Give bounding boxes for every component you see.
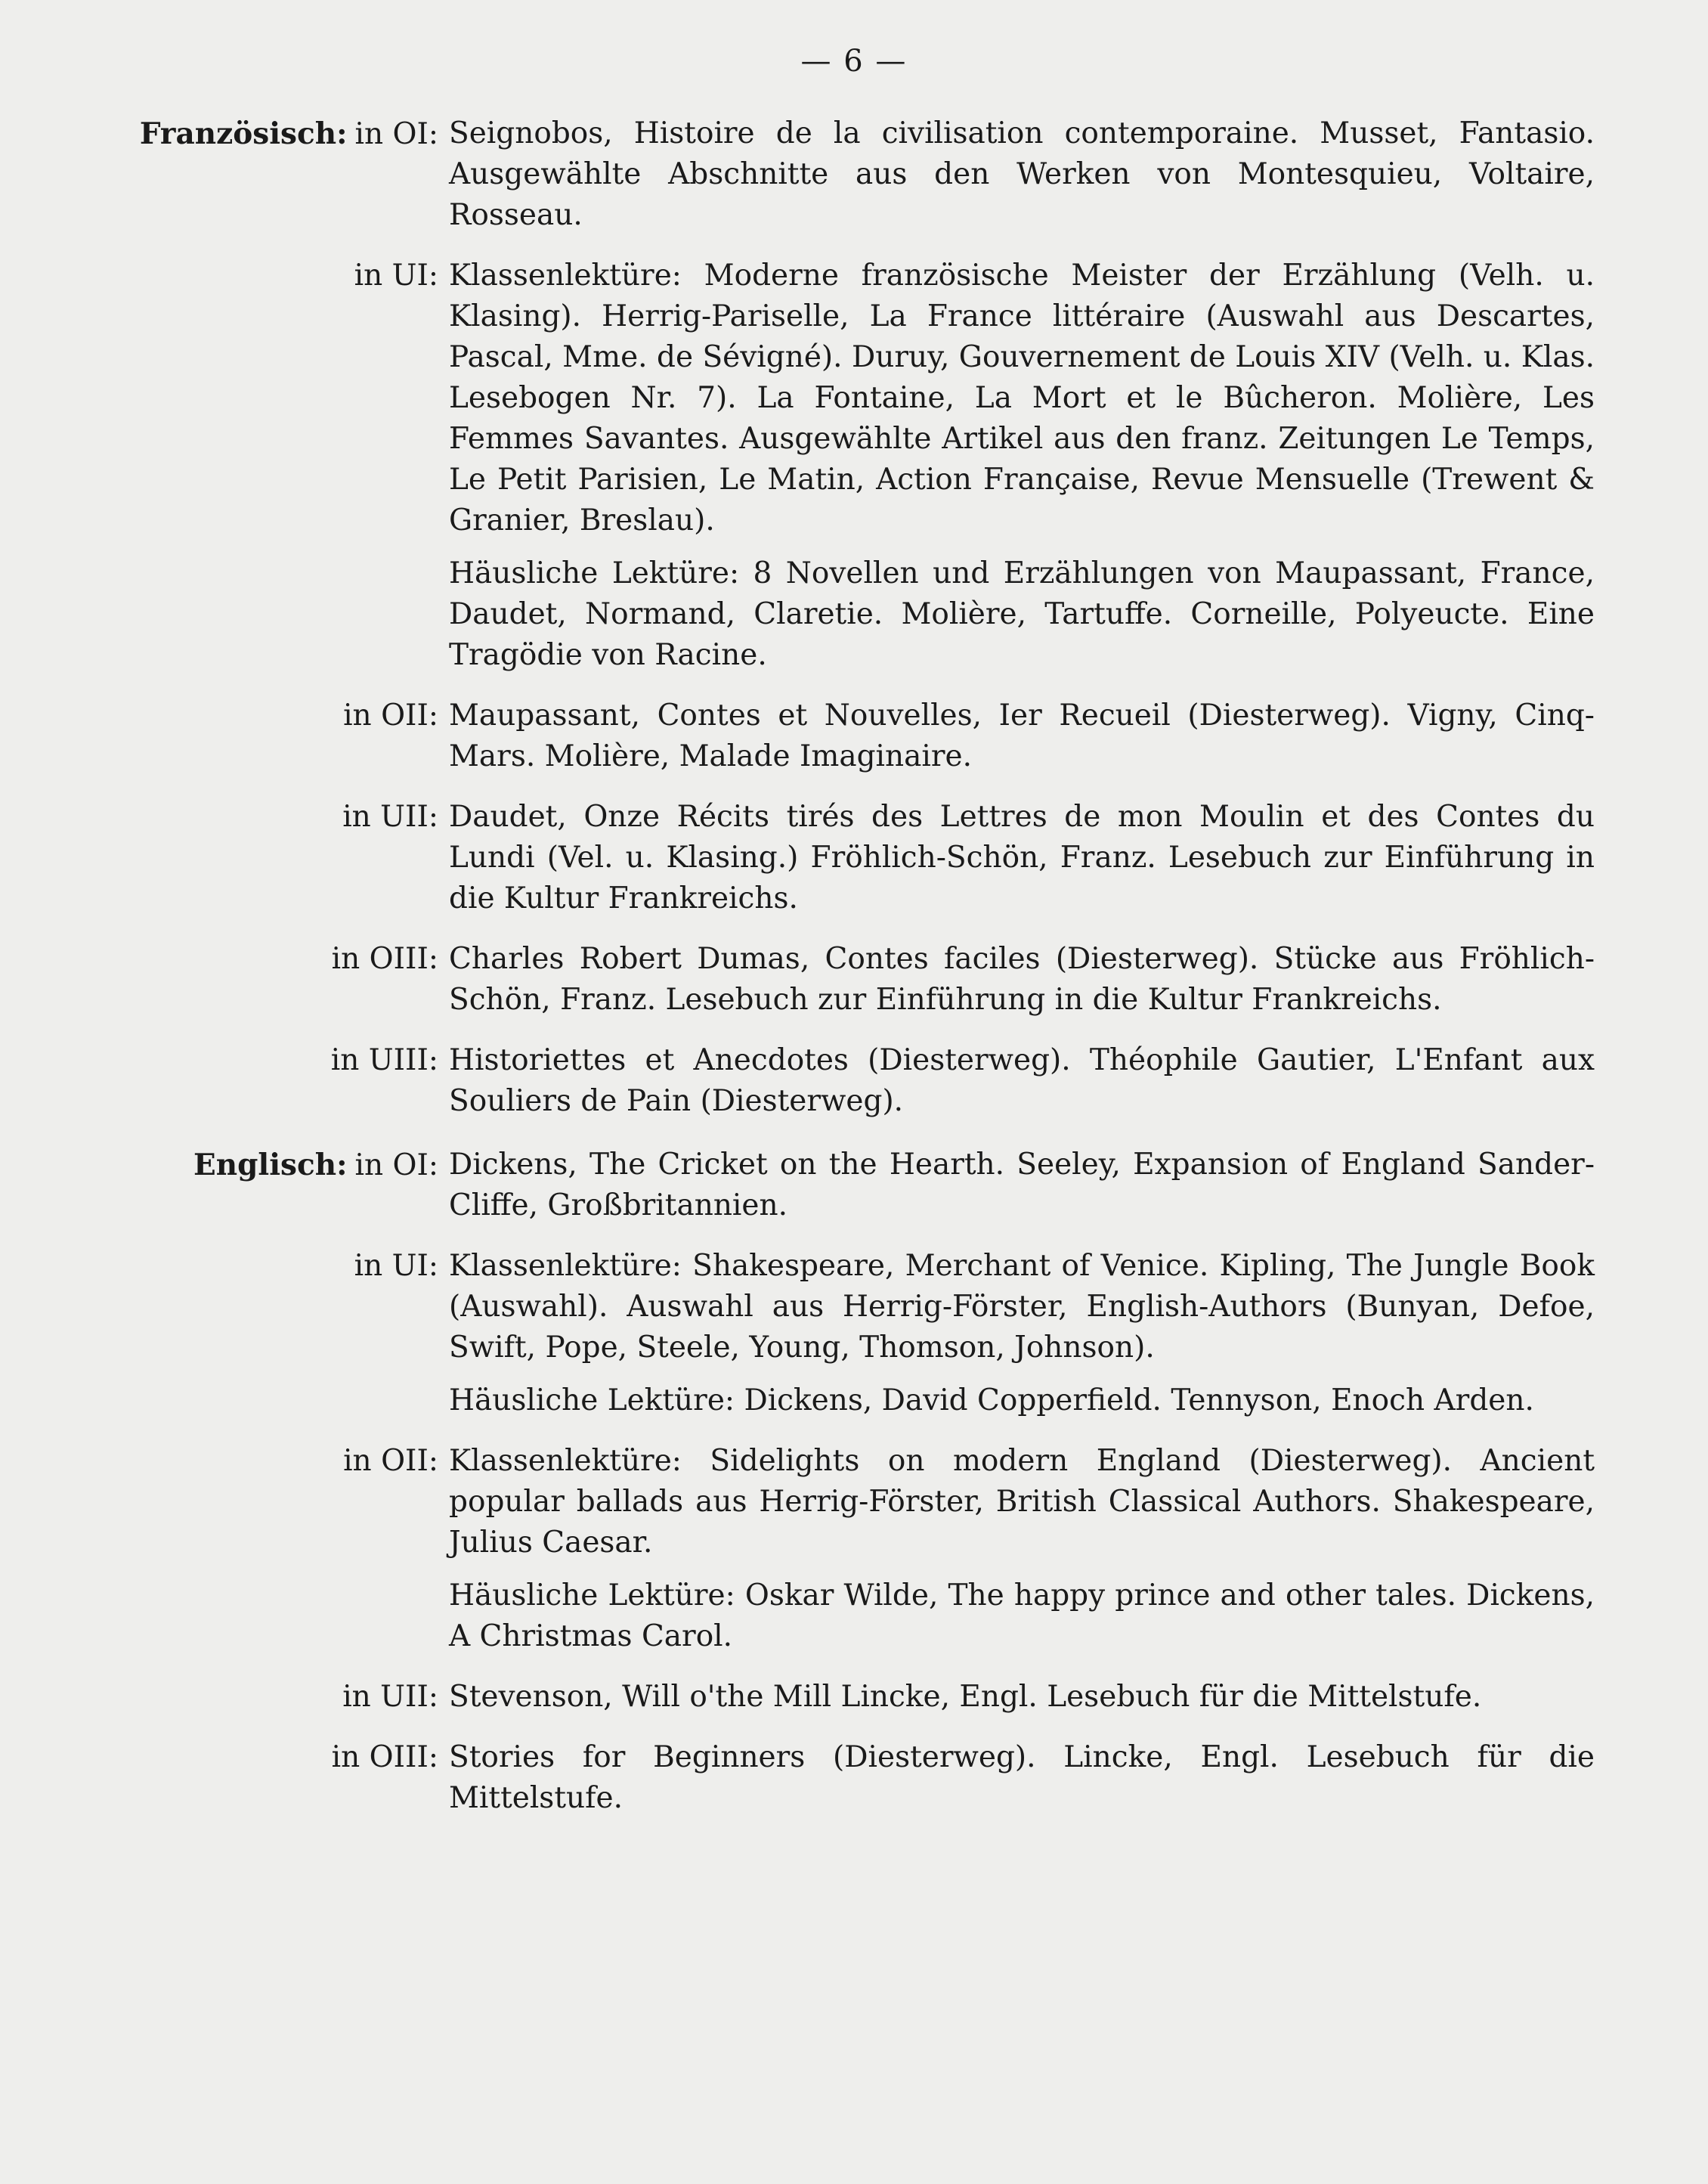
entry-text xyxy=(449,1246,1595,1421)
class-level-label: in UIII: xyxy=(330,1043,438,1077)
entry-label xyxy=(106,1677,449,1718)
entry-text xyxy=(449,939,1595,1021)
entry-label xyxy=(106,113,449,236)
reading-paragraph: Klassenlektüre: Sidelights on modern England (Diesterweg). Ancient popular ballads aus Herrig-Förster, British Classical Authors. Shakespeare, Julius Caesar. xyxy=(449,1444,1595,1560)
subject-heading: Englisch: xyxy=(193,1148,348,1182)
entry-label xyxy=(106,1737,449,1819)
entry-text xyxy=(449,256,1595,676)
class-level-entry xyxy=(106,1441,1595,1657)
class-level-entry xyxy=(106,1145,1595,1226)
class-level-entry xyxy=(106,256,1595,676)
entry-text xyxy=(449,1145,1595,1226)
reading-paragraph: Historiettes et Anecdotes (Diesterweg). Théophile Gautier, L'Enfant aux Souliers de Pain (Diesterweg). xyxy=(449,1043,1595,1118)
entry-label xyxy=(106,256,449,676)
class-level-label: in UI: xyxy=(354,1249,438,1283)
class-level-label: in OII: xyxy=(343,1444,438,1478)
class-level-entry xyxy=(106,1677,1595,1718)
entry-label xyxy=(106,797,449,919)
class-level-label: in OI: xyxy=(354,117,438,151)
class-level-label: in UII: xyxy=(342,1680,438,1714)
entry-label xyxy=(106,695,449,777)
class-level-label: in OIII: xyxy=(331,942,438,976)
class-level-label: in OIII: xyxy=(331,1740,438,1774)
class-level-entry xyxy=(106,1737,1595,1819)
reading-paragraph: Häusliche Lektüre: 8 Novellen und Erzählungen von Maupassant, France, Daudet, Normand, Claretie. Molière, Tartuffe. Corneille, Polyeucte. Eine Tragödie von Racine. xyxy=(449,556,1595,672)
entry-label xyxy=(106,1040,449,1122)
class-level-label: in UI: xyxy=(354,259,438,293)
entry-label xyxy=(106,939,449,1021)
class-level-entry xyxy=(106,797,1595,919)
reading-list xyxy=(106,113,1595,1842)
reading-paragraph: Dickens, The Cricket on the Hearth. Seeley, Expansion of England Sander-Cliffe, Großbritannien. xyxy=(449,1148,1595,1222)
class-level-label: in OI: xyxy=(354,1148,438,1182)
entry-text xyxy=(449,113,1595,236)
class-level-entry xyxy=(106,695,1595,777)
reading-paragraph: Seignobos, Histoire de la civilisation contemporaine. Musset, Fantasio. Ausgewählte Abschnitte aus den Werken von Montesquieu, Voltaire, Rosseau. xyxy=(449,116,1595,232)
subject-section xyxy=(106,1145,1595,1819)
reading-paragraph: Häusliche Lektüre: Oskar Wilde, The happy prince and other tales. Dickens, A Christmas Carol. xyxy=(449,1578,1595,1653)
reading-paragraph: Maupassant, Contes et Nouvelles, Ier Recueil (Diesterweg). Vigny, Cinq-Mars. Molière, Malade Imaginaire. xyxy=(449,699,1595,773)
entry-text xyxy=(449,1677,1595,1718)
entry-text xyxy=(449,1737,1595,1819)
reading-paragraph: Klassenlektüre: Shakespeare, Merchant of Venice. Kipling, The Jungle Book (Auswahl). Auswahl aus Herrig-Förster, English-Authors (Bunyan, Defoe, Swift, Pope, Steele, Young, Thomson, Johnson). xyxy=(449,1249,1595,1365)
reading-paragraph: Daudet, Onze Récits tirés des Lettres de mon Moulin et des Contes du Lundi (Vel. u. Klasing.) Fröhlich-Schön, Franz. Lesebuch zur Einführung in die Kultur Frankreichs. xyxy=(449,800,1595,915)
entry-text xyxy=(449,1441,1595,1657)
entry-text xyxy=(449,1040,1595,1122)
entry-text xyxy=(449,695,1595,777)
page-number: — 6 — xyxy=(800,44,908,79)
reading-paragraph: Klassenlektüre: Moderne französische Meister der Erzählung (Velh. u. Klasing). Herrig-Pariselle, La France littéraire (Auswahl aus Descartes, Pascal, Mme. de Sévigné). Duruy, Gouvernement de Louis XIV (Velh. u. Klas. Lesebogen Nr. 7). La Fontaine, La Mort et le Bûcheron. Molière, Les Femmes Savantes. Ausgewählte Artikel aus den franz. Zeitungen Le Temps, Le Petit Parisien, Le Matin, Action Française, Revue Mensuelle (Trewent & Granier, Breslau). xyxy=(449,259,1595,537)
subject-heading: Französisch: xyxy=(139,116,348,151)
entry-text xyxy=(449,797,1595,919)
reading-paragraph: Stevenson, Will o'the Mill Lincke, Engl. Lesebuch für die Mittelstufe. xyxy=(449,1680,1482,1714)
class-level-label: in OII: xyxy=(343,699,438,733)
reading-paragraph: Charles Robert Dumas, Contes faciles (Diesterweg). Stücke aus Fröhlich-Schön, Franz. Lesebuch zur Einführung in die Kultur Frankreichs. xyxy=(449,942,1595,1017)
entry-label xyxy=(106,1246,449,1421)
class-level-entry xyxy=(106,113,1595,236)
entry-label xyxy=(106,1441,449,1657)
subject-section xyxy=(106,113,1595,1122)
reading-paragraph: Häusliche Lektüre: Dickens, David Copperfield. Tennyson, Enoch Arden. xyxy=(449,1383,1534,1417)
class-level-entry xyxy=(106,1040,1595,1122)
reading-paragraph: Stories for Beginners (Diesterweg). Lincke, Engl. Lesebuch für die Mittelstufe. xyxy=(449,1740,1595,1815)
class-level-label: in UII: xyxy=(342,800,438,834)
class-level-entry xyxy=(106,1246,1595,1421)
entry-label xyxy=(106,1145,449,1226)
class-level-entry xyxy=(106,939,1595,1021)
